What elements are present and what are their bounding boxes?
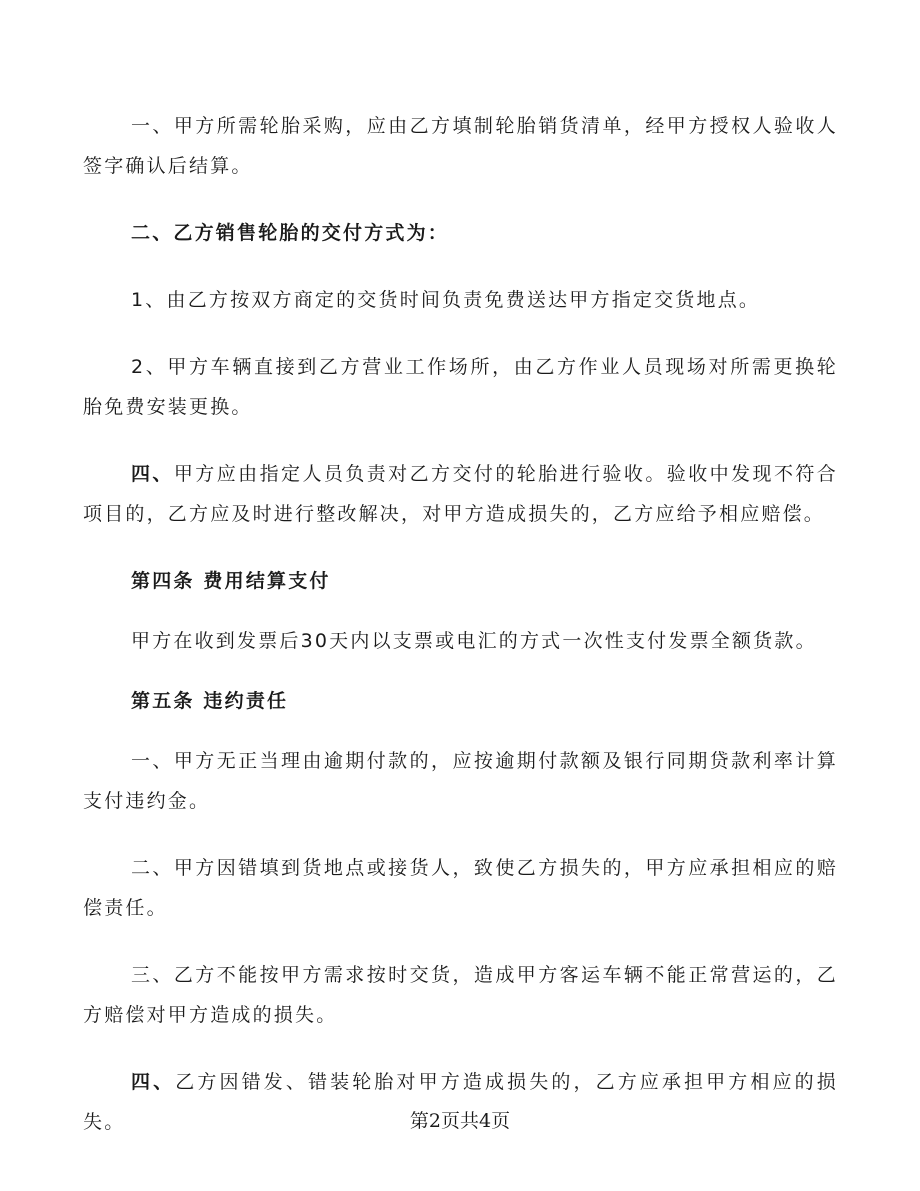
clause-paragraph: 三、乙方不能按甲方需求按时交货，造成甲方客运车辆不能正常营运的，乙方赔偿对甲方造成的损失。: [83, 964, 838, 1026]
clause-paragraph: 一、甲方无正当理由逾期付款的，应按逾期付款额及银行同期贷款利率计算支付违约金。: [83, 750, 838, 812]
page-number: 第2页共4页: [409, 1110, 511, 1132]
clause-paragraph: [83, 454, 838, 534]
clause-number: 四、: [131, 1071, 176, 1093]
article-heading: 第五条 违约责任: [131, 690, 289, 712]
clause-paragraph: 2、甲方车辆直接到乙方营业工作场所，由乙方作业人员现场对所需更换轮胎免费安装更换。: [83, 356, 838, 418]
article-heading: 第四条 费用结算支付: [131, 570, 331, 592]
clause-paragraph: 一、甲方所需轮胎采购，应由乙方填制轮胎销货清单，经甲方授权人验收人签字确认后结算。: [83, 115, 838, 177]
clause-paragraph: 二、甲方因错填到货地点或接货人，致使乙方损失的，甲方应承担相应的赔偿责任。: [83, 857, 838, 919]
clause-text: 乙方因错发、错装轮胎对甲方造成损失的，乙方应承担甲方相应的损失。: [83, 1071, 838, 1133]
clause-paragraph: 甲方在收到发票后30天内以支票或电汇的方式一次性支付发票全额货款。: [131, 630, 817, 652]
clause-number: 四、: [131, 463, 174, 485]
document-body: [83, 106, 838, 1169]
clause-text: 甲方应由指定人员负责对乙方交付的轮胎进行验收。验收中发现不符合项目的，乙方应及时进行整改解决，对甲方造成损失的，乙方应给予相应赔偿。: [83, 463, 839, 525]
clause-heading: 二、乙方销售轮胎的交付方式为：: [131, 222, 450, 244]
clause-paragraph: 1、由乙方按双方商定的交货时间负责免费送达甲方指定交货地点。: [131, 289, 761, 311]
